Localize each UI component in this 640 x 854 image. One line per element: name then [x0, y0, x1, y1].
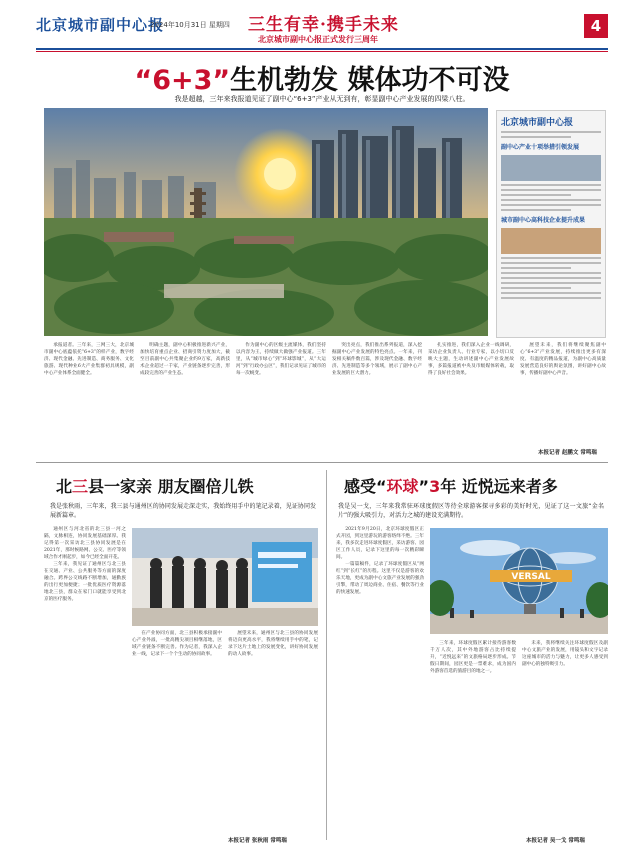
left-section-headline: 北三县一家亲 朋友圈倍儿铁 — [56, 477, 254, 496]
skyline-photo — [44, 108, 488, 336]
vertical-separator — [326, 470, 327, 840]
newspaper-thumbnail — [496, 110, 606, 338]
universal-globe-photo — [430, 528, 608, 634]
thumbnail-headline-2: 城市副中心高科技企业提升成果 — [501, 217, 586, 224]
right-byline: 本报记者 吴一戈 常鸣瑞 — [526, 838, 585, 844]
right-section-lead: 我是吴一戈，三年来我常驻环球度假区等待全球游客探寻多彩的美好时光，见证了这一文旅“金名片”的强大吸引力，对活力之城的建设充满期待。 — [338, 503, 604, 519]
main-headline-rest: 生机勃发 媒体功不可没 — [230, 65, 510, 96]
main-headline — [36, 58, 608, 97]
header-rule — [36, 48, 608, 50]
left-section-lead: 我是张秋雨，三年来，我三县与通州区的协同发展走深走实，我始终用手中的笔记录着，见证协同发展新篇章。 — [50, 503, 316, 519]
right-section-headline: 感受“环球”3年 近悦远来者多 — [344, 477, 558, 496]
masthead: 北京城市副中心报 — [36, 16, 165, 34]
thumbnail-masthead: 北京城市副中心报 — [501, 118, 574, 128]
main-byline: 本报记者 赵鹏文 常鸣瑞 — [538, 450, 597, 456]
issue-date: 2024年10月31日 星期四 — [150, 21, 230, 29]
page-number: 4 — [584, 14, 608, 38]
page-slogan: 三生有幸·携手未来 — [248, 15, 399, 35]
left-byline: 本报记者 张秋雨 常鸣瑞 — [228, 838, 287, 844]
main-lead: 我是超越，三年来我报道见证了副中心“6+3”产业从无到有，彰显副中心产业发展的四梁八柱。 — [174, 95, 470, 103]
section-separator — [36, 462, 608, 463]
svg-text:VERSAL: VERSAL — [511, 572, 551, 582]
thumbnail-headline-1: 副中心产业十项举措引领发展 — [501, 144, 580, 151]
main-headline-red: “6+3” — [134, 65, 231, 96]
left-section-photo — [132, 528, 318, 626]
page-subslogan: 北京城市副中心报正式发行三周年 — [258, 35, 378, 44]
header-rule-red — [36, 51, 608, 52]
